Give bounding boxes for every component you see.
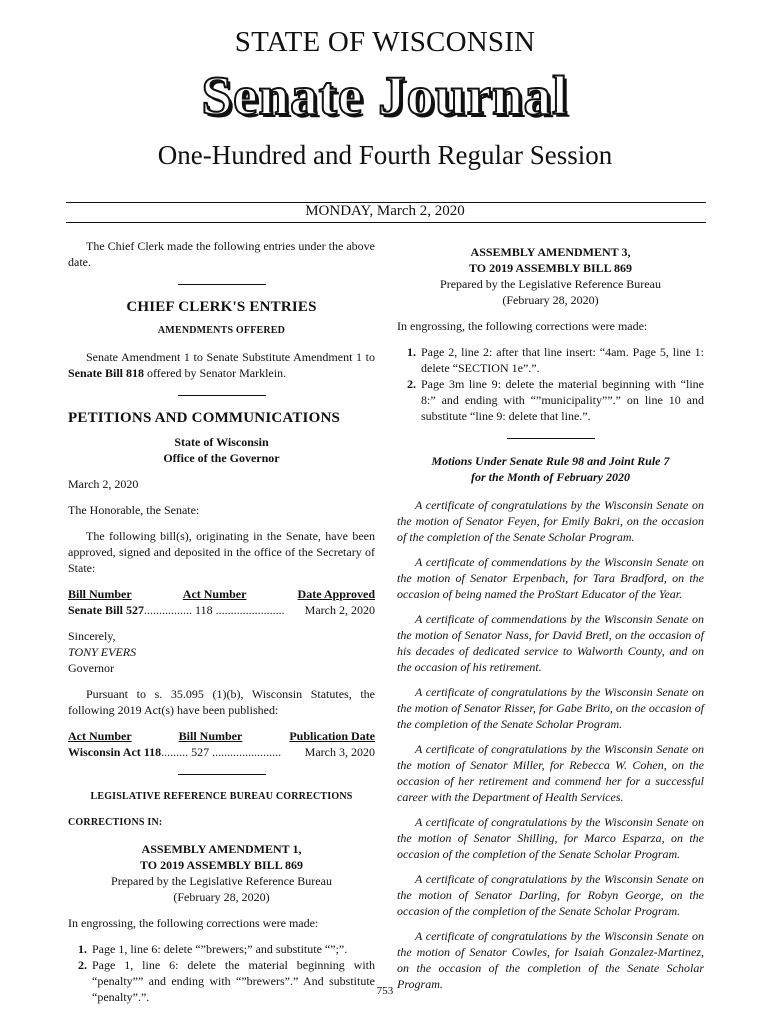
aa3-title-1: ASSEMBLY AMENDMENT 3, xyxy=(470,245,631,259)
page-number: 753 xyxy=(376,985,394,997)
motion-item: A certificate of congratulations by the Wisconsin Senate on the motion of Senator Darling, for Robyn George, on the occasion of the completion of the Senate Scholar Program. xyxy=(397,872,704,918)
list-item: 2. Page 1, line 6: delete the material beginning with “penalty”” and ending with “”brewers”.” And substitute “penalty”.”. xyxy=(90,957,375,1005)
list-item: 1. Page 2, line 2: after that line insert: “4am. Page 5, line 1: delete “SECTION 1e”.”. xyxy=(419,344,704,376)
amendment-paragraph: Senate Amendment 1 to Senate Substitute Amendment 1 to Senate Bill 818 offered by Senator Marklein. xyxy=(68,350,375,380)
aa1-intro: In engrossing, the following corrections were made: xyxy=(68,916,319,930)
bill-table-header: Bill Number Act Number Date Approved xyxy=(68,587,375,601)
amendments-offered-heading: AMENDMENTS OFFERED xyxy=(157,325,286,336)
aa1-prepared-by: Prepared by the Legislative Reference Bureau xyxy=(111,874,332,888)
letter-date: March 2, 2020 xyxy=(68,477,139,491)
corrections-in-label: CORRECTIONS IN: xyxy=(68,817,163,828)
chief-clerk-heading: CHIEF CLERK'S ENTRIES xyxy=(126,299,317,315)
separator xyxy=(178,284,266,285)
motion-item: A certificate of commendations by the Wisconsin Senate on the motion of Senator Erpenbach, for Tara Bradford, on the occasion of being named the ProStart Educator of the Year. xyxy=(397,555,704,601)
right-column xyxy=(397,238,704,1001)
aa1-title-2: TO 2019 ASSEMBLY BILL 869 xyxy=(140,858,303,872)
office-line-2: Office of the Governor xyxy=(163,451,280,465)
state-title: STATE OF WISCONSIN xyxy=(234,26,536,58)
motion-item: A certificate of congratulations by the Wisconsin Senate on the motion of Senator Risser, for Gabe Brito, on the occasion of the completion of the Senate Scholar Program. xyxy=(397,685,704,731)
petitions-heading: PETITIONS AND COMMUNICATIONS xyxy=(68,410,341,426)
aa3-date: (February 28, 2020) xyxy=(502,293,599,307)
aa1-title-1: ASSEMBLY AMENDMENT 1, xyxy=(141,842,302,856)
office-line-1: State of Wisconsin xyxy=(174,435,269,449)
lrb-corrections-heading: LEGISLATIVE REFERENCE BUREAU CORRECTIONS xyxy=(90,791,353,802)
separator xyxy=(178,774,266,775)
journal-date: MONDAY, March 2, 2020 xyxy=(305,203,465,219)
left-column xyxy=(68,238,375,1015)
header-rule-bottom xyxy=(66,222,706,223)
motion-item: A certificate of commendations by the Wisconsin Senate on the motion of Senator Nass, for David Bretl, on the occasion of his decades of dedicated service to Walworth County, and on the occasion of his retirement. xyxy=(397,612,704,674)
list-item: 2. Page 3m line 9: delete the material beginning with “line 8:” and ending with “”municipality””.” on line 10 and substitute “line 9: delete that line.”. xyxy=(419,376,704,424)
act-table-header: Act Number Bill Number Publication Date xyxy=(68,729,375,743)
letter-body: The following bill(s), originating in the Senate, have been approved, signed and deposited in the office of the Secretary of State: xyxy=(68,529,375,575)
list-item: 1. Page 1, line 6: delete “”brewers;” and substitute “”;”. xyxy=(90,941,375,957)
intro-paragraph: The Chief Clerk made the following entries under the above date. xyxy=(68,239,375,269)
bill-table-row: Senate Bill 527 ................ 118 ....................... March 2, 2020 xyxy=(68,603,375,617)
signer-name: TONY EVERS xyxy=(68,645,137,659)
closing: Sincerely, xyxy=(68,629,116,643)
signer-title: Governor xyxy=(68,661,114,675)
motion-item: A certificate of congratulations by the Wisconsin Senate on the motion of Senator Cowles, for Isaiah Gonzalez-Martinez, on the occasion of the completion of the Senate Scholar Program. xyxy=(397,929,704,991)
salutation: The Honorable, the Senate: xyxy=(68,503,200,517)
aa3-intro: In engrossing, the following corrections were made: xyxy=(397,319,648,333)
motion-item: A certificate of congratulations by the Wisconsin Senate on the motion of Senator Miller, for Rebecca W. Cohen, on the occasion of her retirement and commend her for a successful career with the Department of Health Services. xyxy=(397,742,704,804)
motion-item: A certificate of congratulations by the Wisconsin Senate on the motion of Senator Feyen, for Emily Bakri, on the occasion of the completion of the Senate Scholar Program. xyxy=(397,498,704,544)
aa1-date: (February 28, 2020) xyxy=(173,890,270,904)
separator xyxy=(178,395,266,396)
motion-item: A certificate of congratulations by the Wisconsin Senate on the motion of Senator Shilling, for Marco Esparza, on the occasion of the completion of the Senate Scholar Program. xyxy=(397,815,704,861)
aa3-corrections-list xyxy=(397,344,704,424)
journal-title: Senate Journal xyxy=(201,65,569,126)
aa3-title-2: TO 2019 ASSEMBLY BILL 869 xyxy=(469,261,632,275)
aa3-prepared-by: Prepared by the Legislative Reference Bureau xyxy=(440,277,661,291)
separator xyxy=(507,438,595,439)
session-title: One-Hundred and Fourth Regular Session xyxy=(157,140,613,170)
motions-heading: Motions Under Senate Rule 98 and Joint Rule 7 for the Month of February 2020 xyxy=(431,454,670,484)
act-table-row: Wisconsin Act 118 ......... 527 ....................... March 3, 2020 xyxy=(68,745,375,759)
publish-paragraph: Pursuant to s. 35.095 (1)(b), Wisconsin Statutes, the following 2019 Act(s) have been published: xyxy=(68,687,375,717)
bill-reference: Senate Bill 818 xyxy=(68,366,145,380)
